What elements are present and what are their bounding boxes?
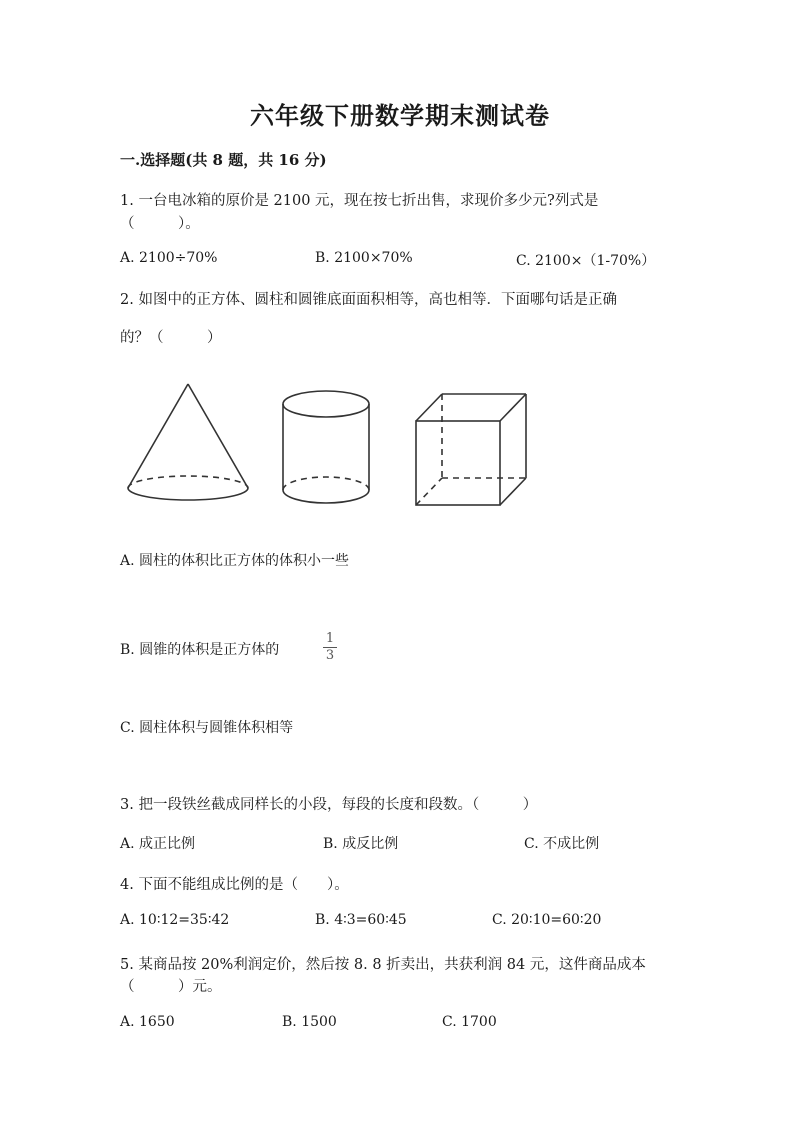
question-4-option-b[interactable]: B. 4∶3=60∶45 (315, 912, 407, 928)
question-2-line-2: 的？（ ） (120, 330, 222, 346)
question-5-line-2: （ ）元。 (120, 979, 222, 995)
question-3-option-b[interactable]: B. 成反比例 (323, 836, 399, 852)
page-title: 六年级下册数学期末测试卷 (250, 101, 550, 130)
solids-figure (120, 370, 540, 510)
question-1-line-2: （ ）。 (120, 216, 200, 232)
fraction-one-third (323, 632, 337, 663)
question-2-option-c[interactable]: C. 圆柱体积与圆锥体积相等 (120, 720, 294, 736)
section-heading: 一.选择题(共 8 题，共 16 分) (120, 151, 327, 169)
question-1-option-b[interactable]: B. 2100×70% (315, 250, 413, 266)
question-5-line-1: 5. 某商品按 20%利润定价，然后按 8. 8 折卖出，共获利润 84 元，这件商品成本 (120, 957, 646, 973)
cylinder-icon (283, 391, 369, 503)
question-5-option-c[interactable]: C. 1700 (442, 1014, 497, 1030)
question-2-option-a[interactable]: A. 圆柱的体积比正方体的体积小一些 (120, 553, 350, 569)
question-3-option-c[interactable]: C. 不成比例 (524, 836, 600, 852)
question-5-option-a[interactable]: A. 1650 (120, 1014, 175, 1030)
question-1-option-a[interactable]: A. 2100÷70% (120, 250, 218, 266)
question-3-option-a[interactable]: A. 成正比例 (120, 836, 196, 852)
question-1-line-1: 1. 一台电冰箱的原价是 2100 元，现在按七折出售，求现价多少元?列式是 (120, 193, 599, 209)
question-5-option-b[interactable]: B. 1500 (282, 1014, 337, 1030)
question-1-option-c[interactable]: C. 2100×（1-70%） (516, 253, 656, 269)
question-2-line-1: 2. 如图中的正方体、圆柱和圆锥底面面积相等，高也相等．下面哪句话是正确 (120, 292, 617, 308)
question-4-option-a[interactable]: A. 10∶12=35∶42 (120, 912, 230, 928)
question-2-option-b[interactable]: B. 圆锥的体积是正方体的 (120, 642, 280, 658)
question-4-option-c[interactable]: C. 20∶10=60∶20 (492, 912, 602, 928)
fraction-denominator: 3 (325, 648, 335, 663)
cube-icon (416, 394, 526, 505)
question-4-line-1: 4. 下面不能组成比例的是（ ）。 (120, 877, 349, 893)
question-3-line-1: 3. 把一段铁丝截成同样长的小段，每段的长度和段数。（ ） (120, 797, 538, 813)
fraction-numerator: 1 (325, 631, 335, 646)
cone-icon (128, 384, 248, 500)
